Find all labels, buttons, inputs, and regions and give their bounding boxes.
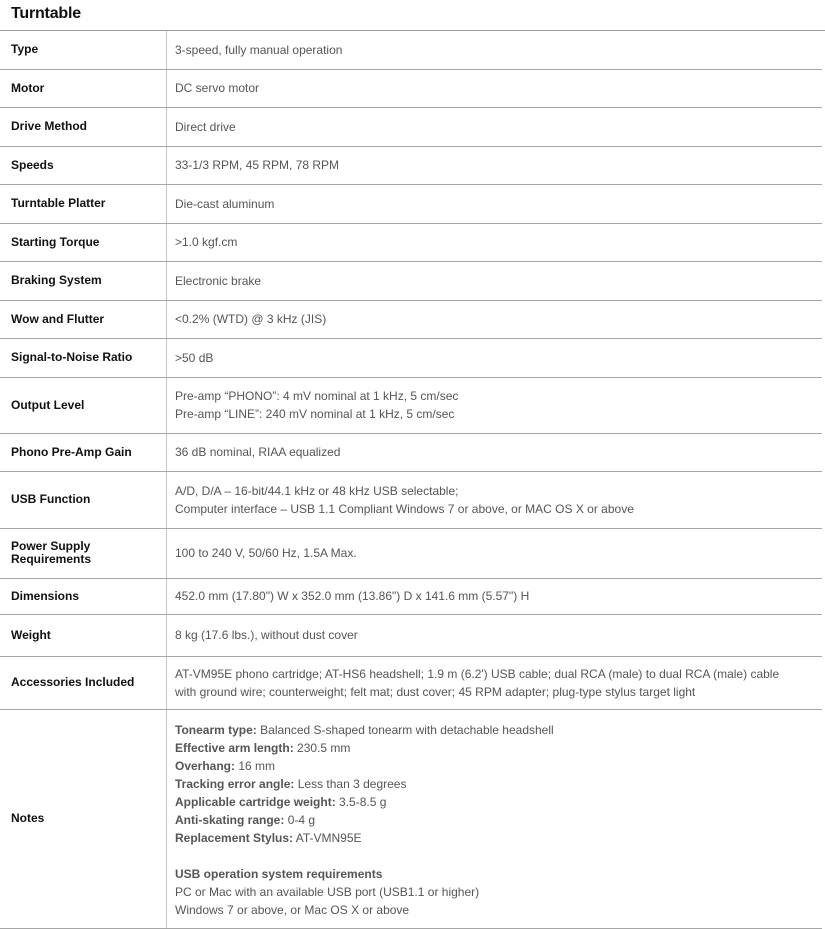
note-key: Applicable cartridge weight: — [175, 794, 336, 809]
value-line: Computer interface – USB 1.1 Compliant Windows 7 or above, or MAC OS X or above — [175, 501, 634, 516]
table-row — [0, 146, 822, 184]
table-row — [0, 656, 822, 709]
table-row — [0, 614, 822, 656]
value-line: A/D, D/A – 16-bit/44.1 kHz or 48 kHz USB selectable; — [175, 483, 459, 498]
table-row — [0, 433, 822, 471]
note-value: 16 mm — [238, 758, 276, 773]
row-value: 33-1/3 RPM, 45 RPM, 78 RPM — [167, 146, 823, 184]
value-line: Pre-amp “LINE”: 240 mV nominal at 1 kHz, 5 cm/sec — [175, 407, 455, 421]
row-value: >50 dB — [167, 338, 823, 377]
note-key: Tracking error angle: — [175, 776, 295, 791]
note-line — [175, 829, 822, 847]
row-label: Wow and Flutter — [0, 300, 167, 338]
note-line — [175, 811, 822, 829]
table-row — [0, 223, 822, 261]
note-key: Replacement Stylus: — [175, 830, 294, 845]
usb-heading: USB operation system requirements — [175, 866, 383, 881]
row-value: Electronic brake — [167, 261, 823, 300]
label-line: Power Supply — [11, 539, 91, 553]
table-row — [0, 578, 822, 614]
row-label: Dimensions — [0, 578, 167, 614]
row-value: >1.0 kgf.cm — [167, 223, 823, 261]
value-line: with ground wire; counterweight; felt mat; dust cover; 45 RPM adapter; plug-type stylus target light — [175, 684, 696, 699]
row-value: 3-speed, fully manual operation — [167, 31, 823, 69]
note-key: Anti-skating range: — [175, 812, 285, 827]
spacer — [175, 847, 822, 865]
row-label — [0, 528, 167, 578]
usb-line: Windows 7 or above, or Mac OS X or above — [175, 902, 410, 917]
table-row — [0, 69, 822, 107]
table-row — [0, 31, 822, 69]
row-label: Phono Pre-Amp Gain — [0, 433, 167, 471]
usb-line: PC or Mac with an available USB port (USB1.1 or higher) — [175, 884, 480, 899]
note-line — [175, 775, 822, 793]
row-label: Drive Method — [0, 107, 167, 146]
value-line: Pre-amp “PHONO”: 4 mV nominal at 1 kHz, 5 cm/sec — [175, 389, 459, 403]
row-value: 452.0 mm (17.80") W x 352.0 mm (13.86") D x 141.6 mm (5.57") H — [167, 578, 823, 614]
note-key: Tonearm type: — [175, 722, 257, 737]
table-row — [0, 300, 822, 338]
row-label: Notes — [0, 709, 167, 928]
row-label: Turntable Platter — [0, 184, 167, 223]
table-row — [0, 338, 822, 377]
table-row — [0, 377, 822, 433]
row-label: USB Function — [0, 471, 167, 528]
row-label: Speeds — [0, 146, 167, 184]
note-value: Less than 3 degrees — [297, 776, 407, 791]
section-title: Turntable — [0, 0, 825, 31]
row-label: Motor — [0, 69, 167, 107]
spec-table — [0, 31, 822, 929]
value-line: AT-VM95E phono cartridge; AT-HS6 headshell; 1.9 m (6.2') USB cable; dual RCA (male) to dual RCA (male) cable — [175, 666, 780, 681]
row-value: <0.2% (WTD) @ 3 kHz (JIS) — [167, 300, 823, 338]
row-label: Braking System — [0, 261, 167, 300]
row-value — [167, 471, 823, 528]
label-line: Requirements — [11, 552, 92, 566]
row-label: Signal-to-Noise Ratio — [0, 338, 167, 377]
row-label: Weight — [0, 614, 167, 656]
row-label: Type — [0, 31, 167, 69]
note-line — [175, 721, 822, 739]
row-value — [167, 377, 823, 433]
row-value — [167, 656, 823, 709]
table-row — [0, 528, 822, 578]
note-value: AT-VMN95E — [295, 830, 362, 845]
row-value: 36 dB nominal, RIAA equalized — [167, 433, 823, 471]
note-line — [175, 793, 822, 811]
row-label: Output Level — [0, 377, 167, 433]
table-row — [0, 107, 822, 146]
row-label: Starting Torque — [0, 223, 167, 261]
note-key: Effective arm length: — [175, 740, 294, 755]
row-value: Direct drive — [167, 107, 823, 146]
row-value: Die-cast aluminum — [167, 184, 823, 223]
note-key: Overhang: — [175, 758, 236, 773]
note-value: 230.5 mm — [297, 740, 351, 755]
row-value: 8 kg (17.6 lbs.), without dust cover — [167, 614, 823, 656]
note-line — [175, 739, 822, 757]
note-value: 3.5-8.5 g — [339, 794, 387, 809]
row-label: Accessories Included — [0, 656, 167, 709]
note-value: Balanced S-shaped tonearm with detachable headshell — [260, 722, 554, 737]
notes-row — [0, 709, 822, 928]
row-value: 100 to 240 V, 50/60 Hz, 1.5A Max. — [167, 528, 823, 578]
table-row — [0, 184, 822, 223]
note-value: 0-4 g — [287, 812, 316, 827]
table-row — [0, 471, 822, 528]
table-row — [0, 261, 822, 300]
notes-content — [167, 709, 823, 928]
row-value: DC servo motor — [167, 69, 823, 107]
note-line — [175, 757, 822, 775]
